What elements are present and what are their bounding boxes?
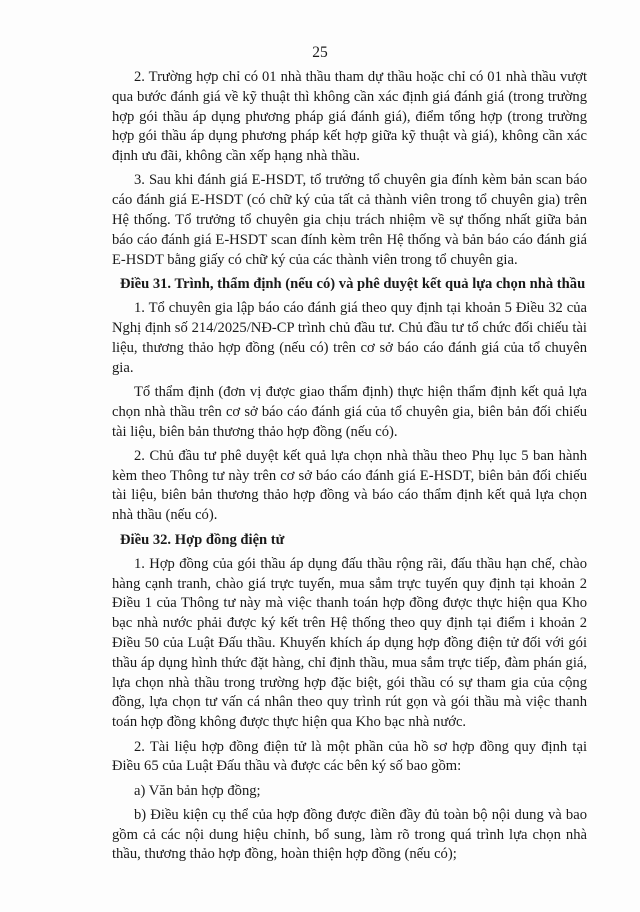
paragraph-article-30-clause-3: 3. Sau khi đánh giá E-HSDT, tổ trưởng tổ chuyên gia đính kèm bản scan báo cáo đánh giá E-HSDT (có chữ ký của tất cả thành viên trong tổ chuyên gia) trên Hệ thống. Tổ trưởng tổ chuyên gia chịu trách nhiệm về sự thống nhất giữa bản báo cáo đánh giá E-HSDT scan đính kèm trên Hệ thống và bản báo cáo đánh giá E-HSDT bằng giấy có chữ ký của các thành viên trong tổ chuyên gia. bbox=[112, 172, 587, 268]
paragraph-article-31-clause-2: 2. Chủ đầu tư phê duyệt kết quả lựa chọn nhà thầu theo Phụ lục 5 ban hành kèm theo Thông tư này trên cơ sở báo cáo đánh giá E-HSDT, biên bản đối chiếu tài liệu, biên bản thương thảo hợp đồng và báo cáo thẩm định kết quả lựa chọn nhà thầu (nếu có). bbox=[112, 447, 587, 524]
heading-article-31: Điều 31. Trình, thẩm định (nếu có) và phê duyệt kết quả lựa chọn nhà thầu bbox=[120, 275, 586, 292]
page-number: 25 bbox=[312, 44, 328, 61]
heading-article-32: Điều 32. Hợp đồng điện tử bbox=[120, 531, 285, 548]
paragraph-article-31-clause-1: 1. Tổ chuyên gia lập báo cáo đánh giá theo quy định tại khoản 5 Điều 32 của Nghị định số 214/2025/NĐ-CP trình chủ đầu tư. Chủ đầu tư tổ chức đối chiếu tài liệu, thương thảo hợp đồng (nếu có) trên cơ sở báo cáo đánh giá của tổ chuyên gia. bbox=[112, 300, 587, 376]
list-item-b: b) Điều kiện cụ thể của hợp đồng được điền đầy đủ toàn bộ nội dung và bao gồm cả các nội dung hiệu chỉnh, bổ sung, làm rõ trong quá trình lựa chọn nhà thầu, thương thảo hợp đồng, hoàn thiện hợp đồng (nếu có); bbox=[112, 806, 587, 863]
document-body bbox=[112, 68, 587, 870]
paragraph-article-32-clause-1: 1. Hợp đồng của gói thầu áp dụng đấu thầu rộng rãi, đấu thầu hạn chế, chào hàng cạnh tranh, chào giá trực tuyến, mua sắm trực tuyến quy định tại khoản 2 Điều 1 của Thông tư này mà việc thanh toán hợp đồng được thực hiện qua Kho bạc nhà nước phải được ký kết trên Hệ thống theo quy định tại điểm i khoản 2 Điều 50 của Luật Đấu thầu. Khuyến khích áp dụng hợp đồng điện tử đối với gói thầu áp dụng hình thức đặt hàng, chỉ định thầu, mua sắm trực tiếp, đàm phán giá, lựa chọn nhà thầu trong trường hợp đặc biệt, gói thầu có sự tham gia của cộng đồng, lựa chọn tư vấn cá nhân theo quy trình rút gọn và gói thầu mà việc thanh toán hợp đồng không được thực hiện qua Kho bạc nhà nước. bbox=[112, 555, 587, 731]
list-item-a: a) Văn bản hợp đồng; bbox=[134, 782, 261, 799]
paragraph-article-31-appraisal: Tổ thẩm định (đơn vị được giao thẩm định) thực hiện thẩm định kết quả lựa chọn nhà thầu trên cơ sở báo cáo đánh giá của tổ chuyên gia, biên bản đối chiếu tài liệu, biên bản thương thảo hợp đồng (nếu có). bbox=[112, 383, 587, 440]
paragraph-article-30-clause-2: 2. Trường hợp chỉ có 01 nhà thầu tham dự thầu hoặc chỉ có 01 nhà thầu vượt qua bước đánh giá về kỹ thuật thì không cần xác định giá đánh giá (trong trường hợp gói thầu áp dụng phương pháp giá đánh giá), điểm tổng hợp (trong trường hợp gói thầu áp dụng phương pháp kết hợp giữa kỹ thuật và giá), không cần xác định ưu đãi, không cần xếp hạng nhà thầu. bbox=[112, 69, 587, 165]
paragraph-article-32-clause-2: 2. Tài liệu hợp đồng điện tử là một phần của hồ sơ hợp đồng quy định tại Điều 65 của Luật Đấu thầu và được các bên ký số bao gồm: bbox=[112, 738, 587, 775]
